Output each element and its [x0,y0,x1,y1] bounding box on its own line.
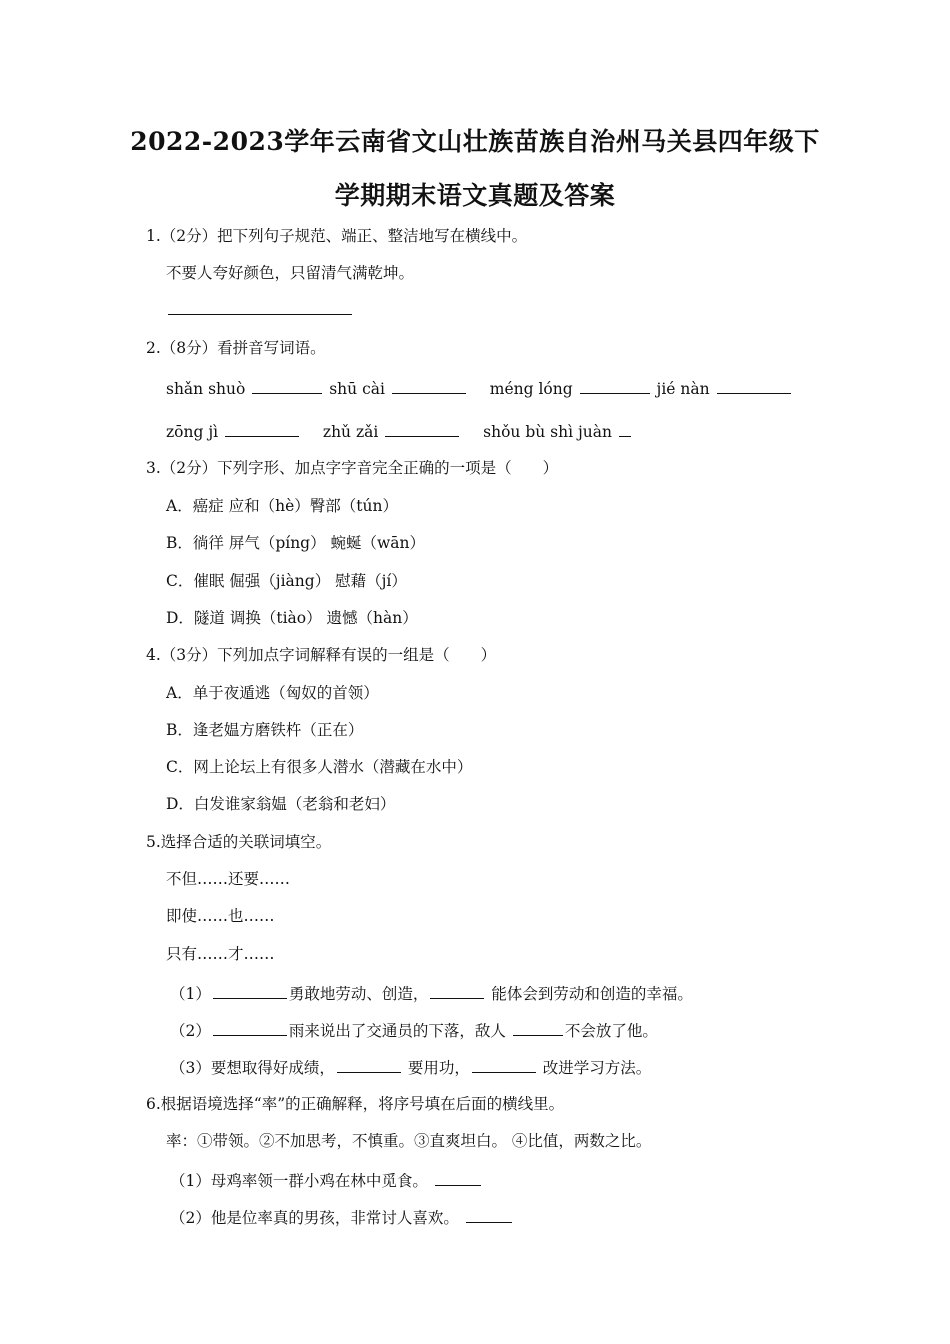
q3-option-c: C．催眠 倔强（jiàng） 慰藉（jí） [166,572,407,590]
q2-blank-3[interactable] [580,377,650,394]
q6-sentence-2 [170,1206,514,1228]
q2-pinyin-1: shǎn shuò [166,380,246,398]
q3-option-d: D．隧道 调换（tiào） 遗憾（hàn） [166,609,418,627]
q5-s2-blank-1[interactable] [213,1019,287,1036]
q5-sentence-3 [170,1056,651,1078]
q5-s2-text: 雨来说出了交通员的下落，敌人 [288,1022,506,1040]
q6-s2-text: （2）他是位率真的男孩，非常讨人喜欢。 [170,1209,459,1227]
q6-s1-text: （1）母鸡率领一群小鸡在林中觅食。 [170,1172,428,1190]
q4-option-c: C．网上论坛上有很多人潜水（潜藏在水中） [166,758,473,776]
q5-word-2: 即使……也…… [166,907,275,925]
q3-option-b: B．徜徉 屏气（píng） 蜿蜒（wān） [166,534,426,552]
q2-blank-1[interactable] [252,377,322,394]
q5-s1-blank-2[interactable] [430,982,484,999]
q2-blank-7[interactable] [619,420,631,437]
q5-s3-blank-1[interactable] [337,1056,401,1073]
q5-word-3: 只有……才…… [166,945,275,963]
q2-blank-2[interactable] [392,377,466,394]
q5-s1-text: 勇敢地劳动、创造， [288,985,429,1003]
q2-pinyin-3: méng lóng [489,380,573,398]
q2-pinyin-5: zōng jì [166,423,219,441]
q6-stem: 6.根据语境选择“率”的正确解释，将序号填在后面的横线里。 [146,1095,565,1113]
q5-s2-blank-2[interactable] [513,1019,563,1036]
q5-stem: 5.选择合适的关联词填空。 [146,833,332,851]
q2-blank-4[interactable] [717,377,791,394]
q5-s1-end: 能体会到劳动和创造的幸福。 [491,985,693,1003]
q2-row-2 [166,420,633,442]
q5-word-1: 不但……还要…… [166,870,291,888]
q5-s2-number: （2） [170,1022,211,1040]
q2-blank-6[interactable] [385,420,459,437]
q5-sentence-2 [170,1019,658,1041]
q4-stem: 4.（3分）下列加点字词解释有误的一组是（ ） [146,646,497,664]
q5-s3-end: 改进学习方法。 [542,1059,652,1077]
q1-stem: 1.（2分）把下列句子规范、端正、整洁地写在横线中。 [146,227,528,245]
q6-s2-blank[interactable] [466,1206,512,1223]
q6-s1-blank[interactable] [435,1169,481,1186]
q5-s3-blank-2[interactable] [472,1056,536,1073]
document-title-line-2: 学期期末语文真题及答案 [334,181,616,210]
q5-s1-number: （1） [170,985,211,1003]
q1-answer-line [166,298,354,320]
document-title-line-1: 2022-2023学年云南省文山壮族苗族自治州马关县四年级下 [130,127,820,156]
q3-option-a: A．癌症 应和（hè）臀部（tún） [166,497,398,515]
q5-s1-blank-1[interactable] [213,982,287,999]
q5-s3-text-1: （3）要想取得好成绩， [170,1059,335,1077]
q6-definitions: 率：①带领。②不加思考，不慎重。③直爽坦白。 ④比值，两数之比。 [166,1132,652,1150]
q5-s2-end: 不会放了他。 [564,1022,658,1040]
q1-sentence: 不要人夸好颜色，只留清气满乾坤。 [166,264,415,282]
q4-option-a: A．单于夜遁逃（匈奴的首领） [166,684,379,702]
q2-stem: 2.（8分）看拼音写词语。 [146,339,326,357]
q6-sentence-1 [170,1169,483,1191]
q2-pinyin-4: jié nàn [656,380,710,398]
q2-blank-5[interactable] [225,420,299,437]
q3-stem: 3.（2分）下列字形、加点字字音完全正确的一项是（ ） [146,459,559,477]
q5-sentence-1 [170,982,693,1004]
q1-answer-blank[interactable] [168,298,352,315]
q5-s3-text-2: 要用功， [407,1059,470,1077]
q2-pinyin-7: shǒu bù shì juàn [483,423,612,441]
q2-row-1 [166,377,793,399]
q4-option-d: D．白发谁家翁媪（老翁和老妇） [166,795,396,813]
q2-pinyin-6: zhǔ zǎi [322,423,379,441]
q2-pinyin-2: shū cài [329,380,385,398]
q4-option-b: B．逢老媪方磨铁杵（正在） [166,721,364,739]
